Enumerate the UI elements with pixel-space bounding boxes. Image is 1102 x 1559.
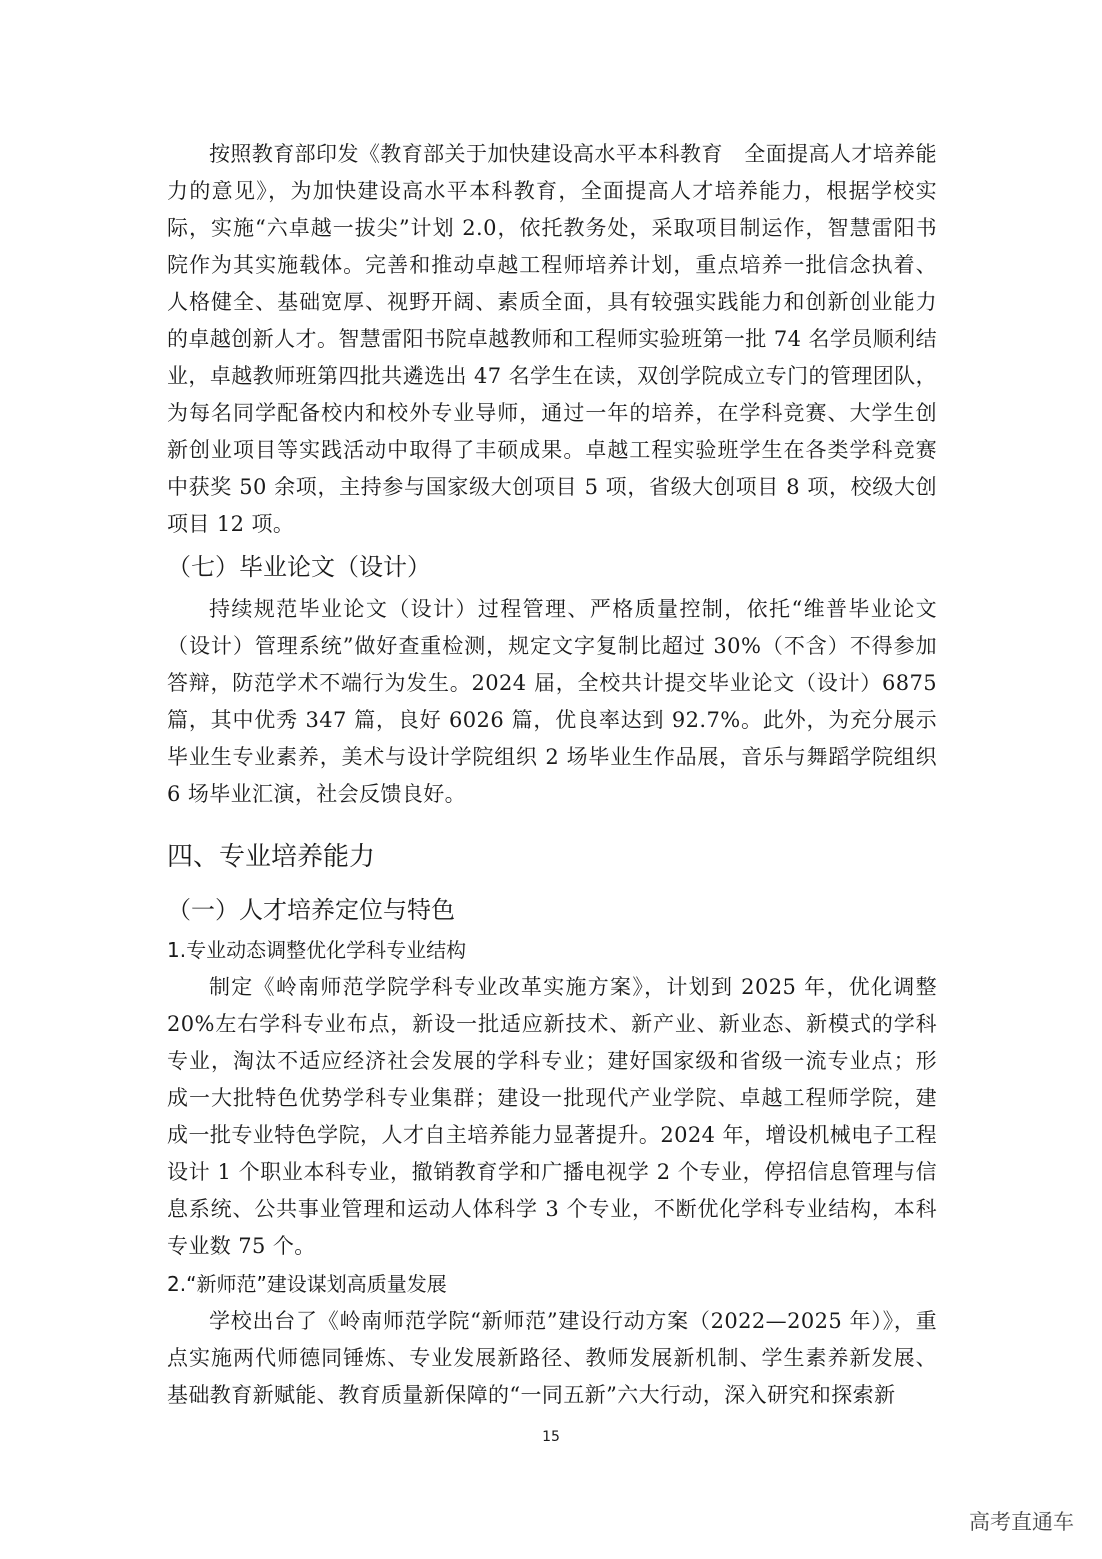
page-number: 15 [542, 1429, 560, 1445]
heading-item-2: 2.“新师范”建设谋划高质量发展 [167, 1272, 447, 1296]
heading-graduation-thesis: （七）毕业论文（设计） [167, 553, 431, 581]
heading-item-1: 1.专业动态调整优化学科专业结构 [167, 938, 467, 962]
paragraph-graduation-thesis: 持续规范毕业论文（设计）过程管理、严格质量控制，依托“维普毕业论文（设计）管理系统”做好查重检测，规定文字复制比超过 30%（不含）不得参加答辩，防范学术不端行为发生。2024 届，全校共计提交毕业论文（设计）6875 篇，其中优秀 347 篇，良好 6026 篇，优良率达到 92.7%。此外，为充分展示毕业生专业素养，美术与设计学院组织 2 场毕业生作品展，音乐与舞蹈学院组织 6 场毕业汇演，社会反馈良好。 [167, 597, 937, 806]
heading-talent-positioning: （一）人才培养定位与特色 [167, 896, 455, 924]
paragraph-new-normal-education: 学校出台了《岭南师范学院“新师范”建设行动方案（2022—2025 年）》，重点实施两代师德同锤炼、专业发展新路径、教师发展新机制、学生素养新发展、基础教育新赋能、教育质量新保障的“一同五新”六大行动，深入研究和探索新 [167, 1309, 937, 1407]
page-content [167, 136, 937, 1414]
heading-section-4: 四、专业培养能力 [167, 842, 376, 872]
paragraph-excellence-plan: 按照教育部印发《教育部关于加快建设高水平本科教育 全面提高人才培养能力的意见》，为加快建设高水平本科教育，全面提高人才培养能力，根据学校实际，实施“六卓越一拔尖”计划 2.0，依托教务处，采取项目制运作，智慧雷阳书院作为其实施载体。完善和推动卓越工程师培养计划，重点培养一批信念执着、人格健全、基础宽厚、视野开阔、素质全面，具有较强实践能力和创新创业能力的卓越创新人才。智慧雷阳书院卓越教师和工程师实验班第一批 74 名学员顺利结业，卓越教师班第四批共遴选出 47 名学生在读，双创学院成立专门的管理团队，为每名同学配备校内和校外专业导师，通过一年的培养，在学科竞赛、大学生创新创业项目等实践活动中取得了丰硕成果。卓越工程实验班学生在各类学科竞赛中获奖 50 余项，主持参与国家级大创项目 5 项，省级大创项目 8 项，校级大创项目 12 项。 [167, 142, 937, 536]
watermark-text: 高考直通车 [969, 1510, 1074, 1534]
paragraph-discipline-structure: 制定《岭南师范学院学科专业改革实施方案》，计划到 2025 年，优化调整 20%左右学科专业布点，新设一批适应新技术、新产业、新业态、新模式的学科专业，淘汰不适应经济社会发展的学科专业；建好国家级和省级一流专业点；形成一大批特色优势学科专业集群；建设一批现代产业学院、卓越工程师学院，建成一批专业特色学院，人才自主培养能力显著提升。2024 年，增设机械电子工程设计 1 个职业本科专业，撤销教育学和广播电视学 2 个专业，停招信息管理与信息系统、公共事业管理和运动人体科学 3 个专业，不断优化学科专业结构，本科专业数 75 个。 [167, 975, 937, 1258]
